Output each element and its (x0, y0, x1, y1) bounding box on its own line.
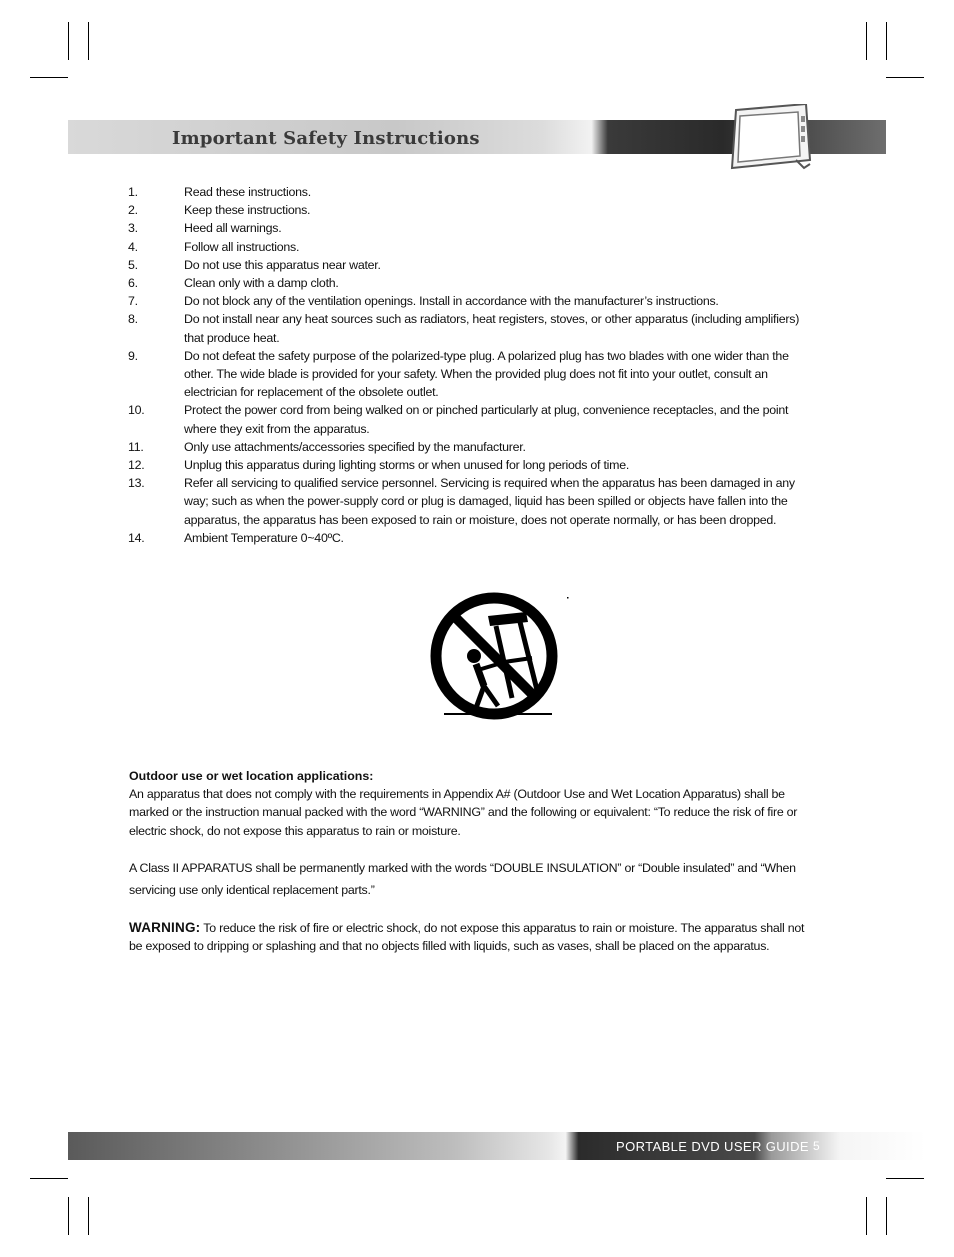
list-item: 11. Only use attachments/accessories specified by the manufacturer. (128, 439, 526, 454)
list-item: 12. Unplug this apparatus during lighting storms or when unused for long periods of time. (128, 458, 630, 473)
list-item: 8. Do not install near any heat sources such as radiators, heat registers, stoves, or other apparatus (including amplifiers) that produce heat. (128, 312, 800, 345)
safety-instructions-list (128, 183, 818, 547)
list-item: 13. Refer all servicing to qualified service personnel. Servicing is required when the apparatus has been damaged in any way; such as when the power-supply cord or plug is damaged, liquid has been spilled or objects have fallen into the apparatus, the apparatus has been exposed to rain or moisture, does not operate normally, or has been dropped. (128, 476, 795, 527)
portable-dvd-player-icon (718, 104, 814, 170)
warning-section (129, 919, 819, 955)
warning-text: To reduce the risk of fire or electric shock, do not expose this apparatus to rain or moisture. The apparatus shall not be exposed to dripping or splashing and that no objects filled with liquids, such as vases, shall be placed on the apparatus. (129, 921, 805, 954)
outdoor-paragraph: An apparatus that does not comply with the requirements in Appendix A# (Outdoor Use and Wet Location Apparatus) shall be marked or the instruction manual packed with the word “WARNING” and the following or equivalent: “To reduce the risk of fire or electric shock, do not expose this apparatus to rain or moisture. (129, 787, 798, 838)
list-item: 1. Read these instructions. (128, 185, 311, 199)
list-item: 10. Protect the power cord from being walked on or pinched particularly at plug, convenience receptacles, and the point where they exit from the apparatus. (128, 403, 789, 436)
crop-mark (88, 22, 89, 60)
list-item: 2. Keep these instructions. (128, 203, 311, 218)
crop-mark (68, 22, 69, 60)
list-item: 9. Do not defeat the safety purpose of the polarized-type plug. A polarized plug has two blades with one wider than the other. The wide blade is provided for your safety. When the provided plug does not fit into your outlet, consult an electrician for replacement of the obsolete outlet. (128, 348, 789, 400)
outdoor-section (129, 767, 819, 840)
list-item: 6. Clean only with a damp cloth. (128, 276, 339, 291)
crop-mark (88, 1197, 89, 1235)
list-item: 7. Do not block any of the ventilation openings. Install in accordance with the manufacturer’s instructions. (128, 294, 719, 309)
crop-mark (886, 22, 887, 60)
list-item: 4. Follow all instructions. (128, 239, 300, 254)
crop-mark (886, 77, 924, 78)
warning-label: WARNING: (129, 920, 201, 935)
list-item: 14. Ambient Temperature 0~40ºC. (128, 530, 344, 545)
class-ii-paragraph: A Class II APPARATUS shall be permanently marked with the words “DOUBLE INSULATION” or “Double insulated” and “When servicing use only identical replacement parts.” (129, 861, 796, 897)
crop-mark (68, 1197, 69, 1235)
footer-guide-title: PORTABLE DVD USER GUIDE (616, 1139, 809, 1154)
list-item: 5. Do not use this apparatus near water. (128, 257, 381, 272)
list-item: 3. Heed all warnings. (128, 221, 282, 236)
crop-mark (30, 1178, 68, 1179)
crop-mark (866, 22, 867, 60)
crop-mark (866, 1197, 867, 1235)
crop-mark (886, 1197, 887, 1235)
cart-tip-over-warning-icon (424, 586, 570, 728)
crop-mark (30, 77, 68, 78)
crop-mark (886, 1178, 924, 1179)
page-number: 5 (813, 1139, 820, 1153)
page-title: Important Safety Instructions (172, 128, 480, 149)
outdoor-heading: Outdoor use or wet location applications: (129, 769, 374, 783)
